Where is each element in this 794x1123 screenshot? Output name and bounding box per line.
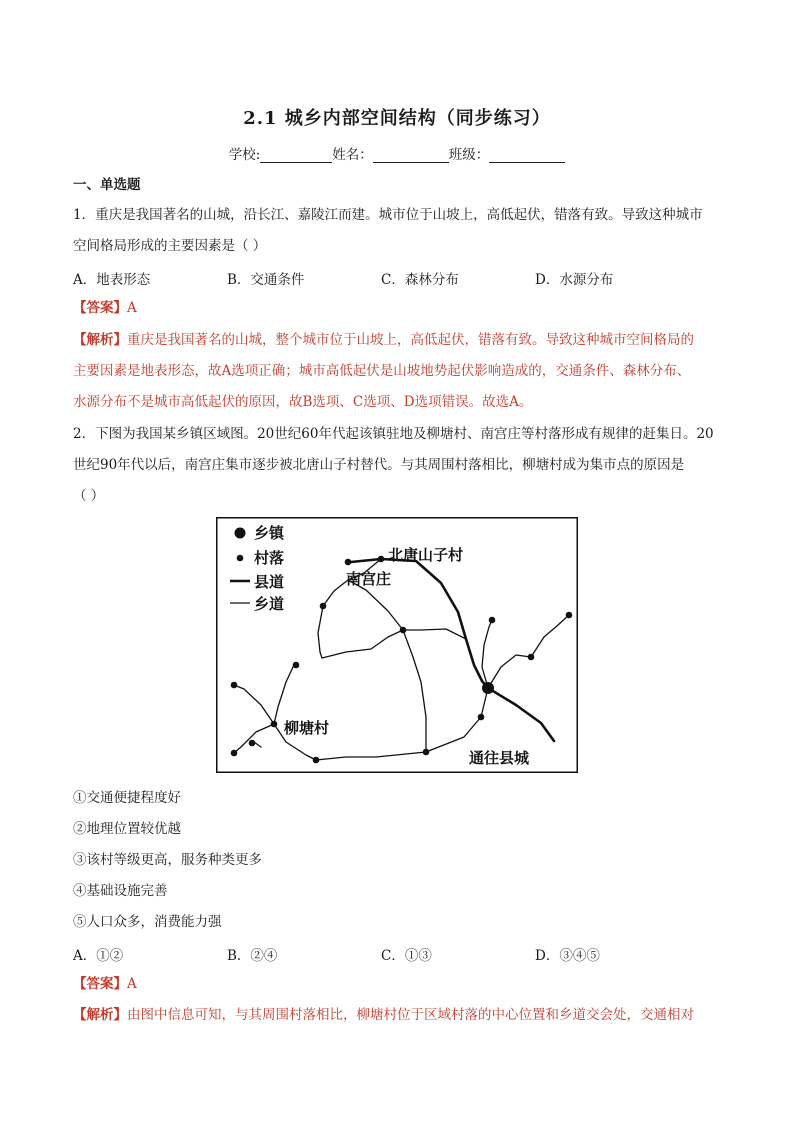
q2-option-d: D．③④⑤ — [535, 948, 600, 964]
q1-answer — [73, 299, 733, 317]
q2-statement-1: ①交通便捷程度好 — [73, 790, 181, 806]
q2-option-c: C．①③ — [381, 948, 432, 964]
q2-text-line-3: （ ） — [73, 488, 105, 504]
q1-analysis-line-2: 主要因素是地表形态，故A选项正确；城市高低起伏是山坡地势起伏影响造成的，交通条件、森林分布、 — [73, 363, 691, 379]
q2-text-line-1: 2．下图为我国某乡镇区域图。20世纪60年代起该镇驻地及柳塘村、南宫庄等村落形成有规律的赶集日。20 — [73, 426, 714, 442]
analysis-tag: 【解析】 — [73, 332, 127, 348]
q2-statement-4: ④基础设施完善 — [73, 883, 168, 899]
q2-analysis-line-1 — [73, 1006, 733, 1024]
answer-value: A — [127, 300, 137, 316]
school-label: 学校: — [228, 147, 261, 163]
q2-statement-5: ⑤人口众多，消费能力强 — [73, 914, 222, 930]
label-nangong: 南宫庄 — [346, 570, 392, 588]
q2-option-a: A．①② — [73, 948, 124, 964]
class-label: 班级： — [448, 147, 490, 163]
q1-option-b: B．交通条件 — [227, 272, 305, 288]
answer-tag: 【答案】 — [73, 300, 127, 316]
class-blank[interactable] — [489, 148, 565, 163]
q1-option-d: D．水源分布 — [535, 272, 614, 288]
q1-analysis-line-1 — [73, 331, 733, 349]
q1-text-line-1: 1．重庆是我国著名的山城，沿长江、嘉陵江而建。城市位于山坡上，高低起伏，错落有致。导致这种城市 — [73, 207, 703, 223]
answer-tag: 【答案】 — [73, 976, 127, 992]
township-seat-dot — [482, 682, 494, 694]
analysis-text: 由图中信息可知，与其周围村落相比，柳塘村位于区域村落的中心位置和乡道交会处，交通相对 — [127, 1007, 694, 1023]
q1-option-c: C．森林分布 — [381, 272, 459, 288]
name-blank[interactable] — [373, 148, 449, 163]
legend-village-symbol — [237, 555, 244, 562]
school-blank[interactable] — [260, 148, 332, 163]
q2-text-line-2: 世纪90年代以后，南宫庄集市逐步被北唐山子村替代。与其周围村落相比，柳塘村成为集市点的原因是 — [73, 457, 685, 473]
q1-analysis-line-3: 水源分布不是城市高低起伏的原因，故B选项、C选项、D选项错误。故选A。 — [73, 394, 533, 410]
document-title: 2.1 城乡内部空间结构（同步练习） — [243, 108, 551, 129]
township-map — [216, 517, 578, 773]
village-beitang-dot — [378, 556, 385, 563]
q1-option-a: A．地表形态 — [73, 272, 151, 288]
legend-township: 乡镇 — [254, 524, 285, 542]
analysis-text: 重庆是我国著名的山城，整个城市位于山坡上，高低起伏，错落有致。导致这种城市空间格局的 — [127, 332, 694, 348]
legend-county-road: 县道 — [254, 573, 285, 591]
label-liutang: 柳塘村 — [284, 719, 330, 737]
analysis-tag: 【解析】 — [73, 1007, 127, 1023]
student-info-line — [0, 143, 794, 163]
label-beitang: 北唐山子村 — [388, 546, 464, 564]
section-heading: 一、单选题 — [73, 177, 141, 193]
name-label: 姓名： — [332, 147, 373, 163]
answer-value: A — [127, 976, 137, 992]
legend-township-symbol — [235, 528, 246, 539]
q2-answer — [73, 975, 733, 993]
q2-statement-3: ③该村等级更高，服务种类更多 — [73, 852, 262, 868]
q2-statement-2: ②地理位置较优越 — [73, 821, 181, 837]
legend-township-road: 乡道 — [254, 595, 285, 613]
q2-option-b: B．②④ — [227, 948, 278, 964]
village-liutang-dot — [271, 721, 278, 728]
legend-village: 村落 — [254, 549, 285, 567]
q1-text-line-2: 空间格局形成的主要因素是（ ） — [73, 238, 267, 254]
label-county-town: 通往县城 — [469, 749, 530, 767]
